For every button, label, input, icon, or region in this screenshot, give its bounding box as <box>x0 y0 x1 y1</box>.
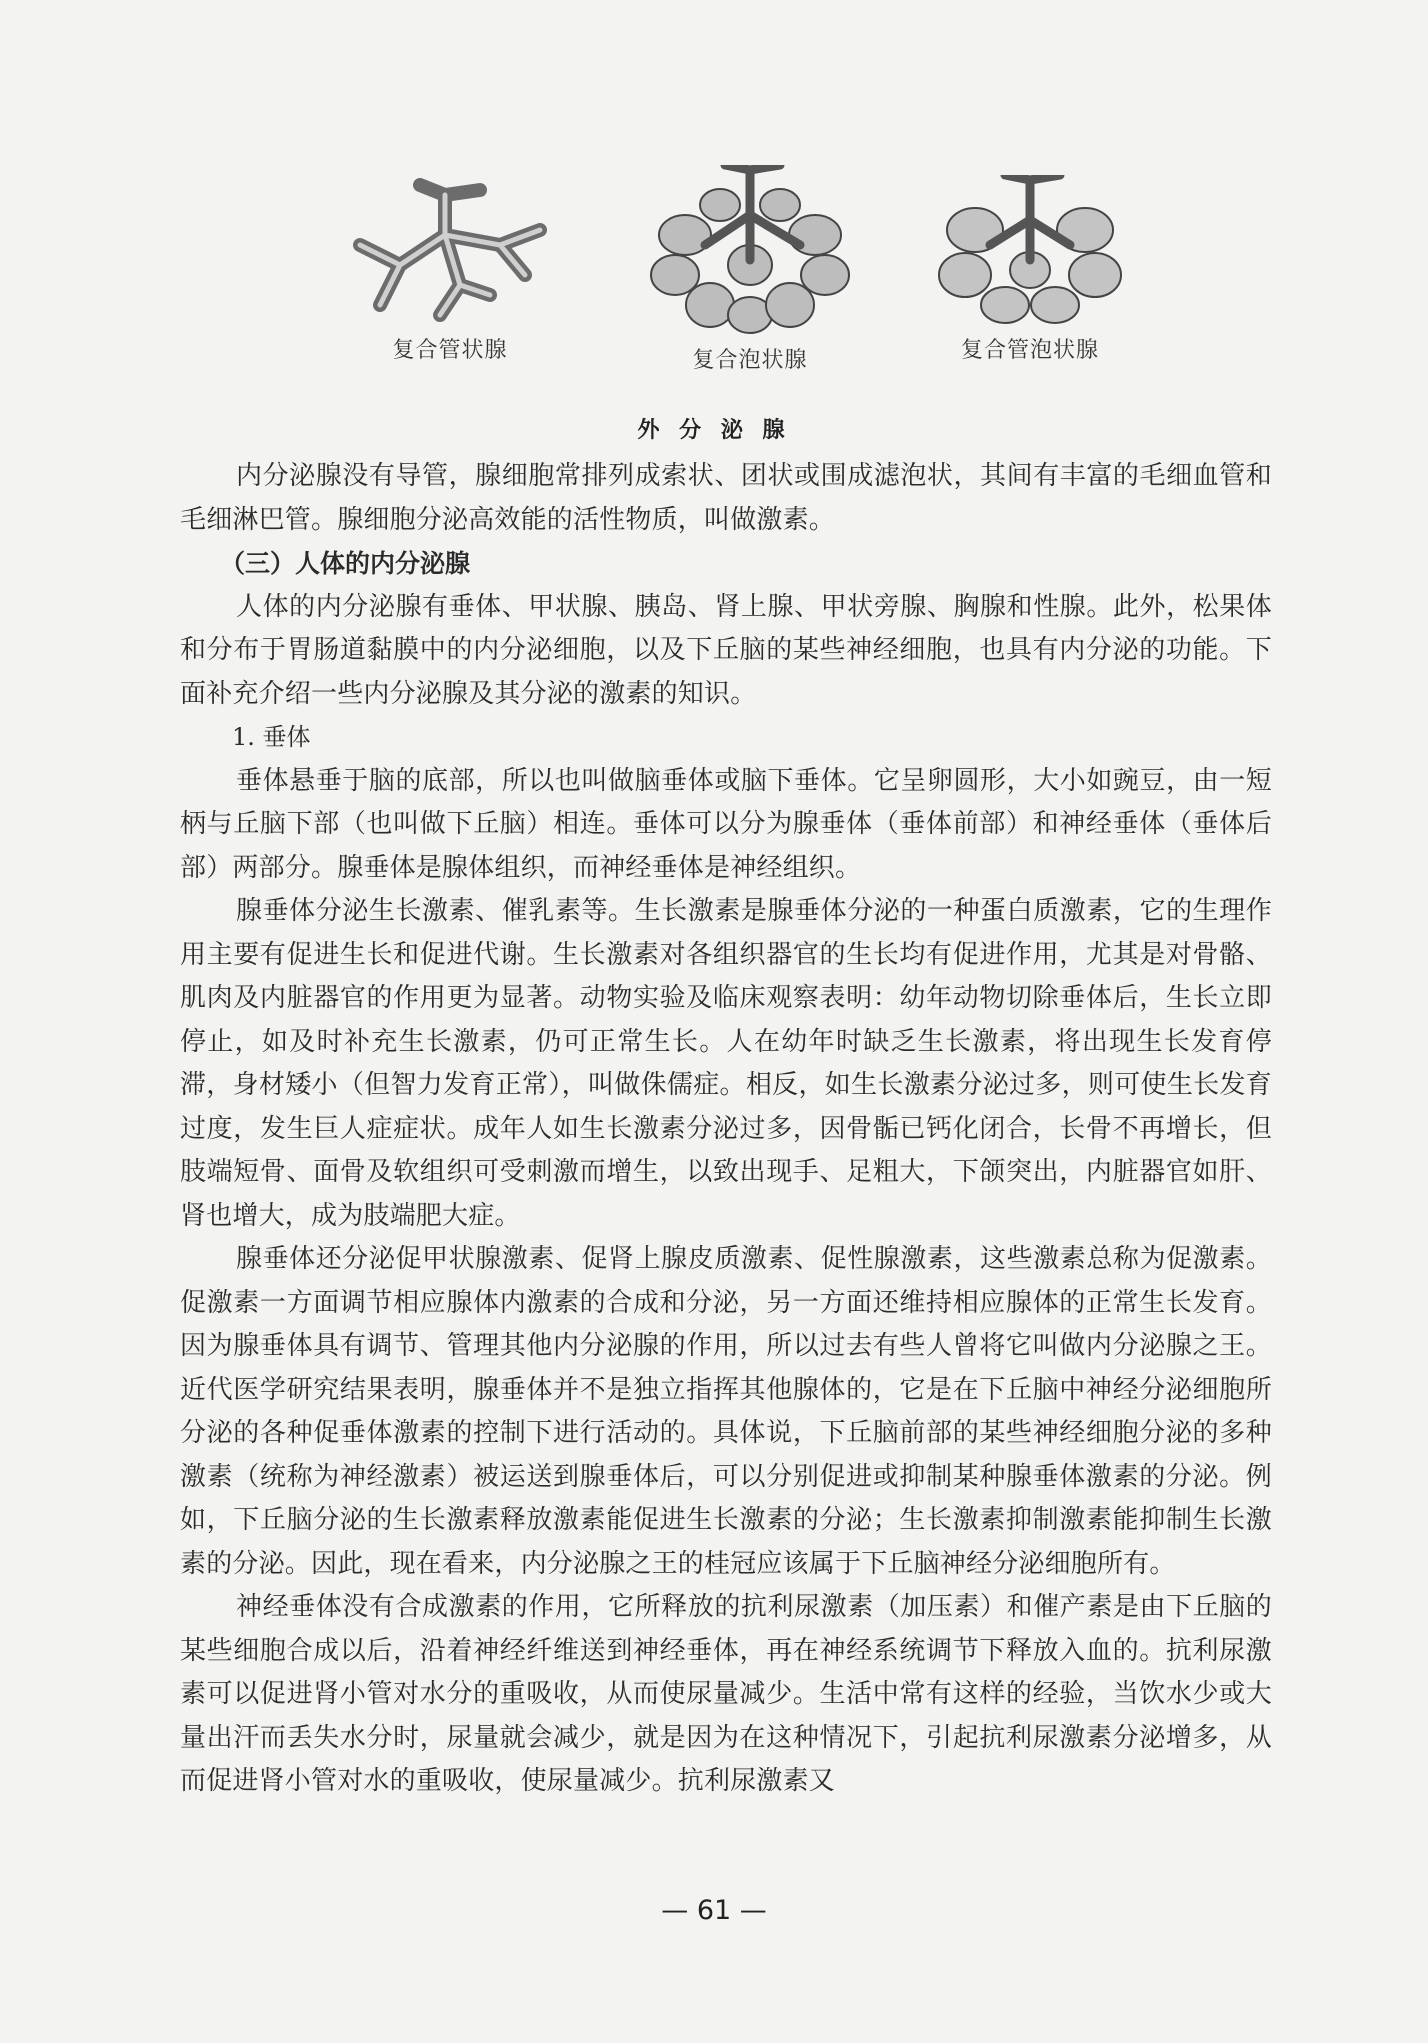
figure-alveolar-gland <box>630 165 870 374</box>
gland-figures <box>330 175 1150 415</box>
paragraph: 内分泌腺没有导管，腺细胞常排列成索状、团状或围成滤泡状，其间有丰富的毛细血管和毛细淋巴管。腺细胞分泌高效能的活性物质，叫做激素。 <box>180 461 1272 535</box>
figure-tubular-gland <box>330 175 570 364</box>
tubular-gland-icon <box>340 175 560 325</box>
section-heading: （三）人体的内分泌腺 <box>220 549 471 578</box>
tubuloalveolar-gland-icon <box>930 175 1130 325</box>
figure-caption: 复合管状腺 <box>392 338 508 363</box>
paragraph: 腺垂体分泌生长激素、催乳素等。生长激素是腺垂体分泌的一种蛋白质激素，它的生理作用主要有促进生长和促进代谢。生长激素对各组织器官的生长均有促进作用，尤其是对骨骼、肌肉及内脏器官的作用更为显著。动物实验及临床观察表明：幼年动物切除垂体后，生长立即停止，如及时补充生长激素，仍可正常生长。人在幼年时缺乏生长激素，将出现生长发育停滞，身材矮小（但智力发育正常），叫做侏儒症。相反，如生长激素分泌过多，则可使生长发育过度，发生巨人症症状。成年人如生长激素分泌过多，因骨骺已钙化闭合，长骨不再增长，但肢端短骨、面骨及软组织可受刺激而增生，以致出现手、足粗大，下颌突出，内脏器官如肝、肾也增大，成为肢端肥大症。 <box>180 896 1272 1231</box>
alveolar-gland-icon <box>635 165 865 335</box>
body-text <box>180 455 1272 1804</box>
paragraph: 人体的内分泌腺有垂体、甲状腺、胰岛、肾上腺、甲状旁腺、胸腺和性腺。此外，松果体和分布于胃肠道黏膜中的内分泌细胞，以及下丘脑的某些神经细胞，也具有内分泌的功能。下面补充介绍一些内分泌腺及其分泌的激素的知识。 <box>180 591 1272 709</box>
subsection-heading: 1. 垂体 <box>232 723 311 751</box>
page-number: — 61 — <box>661 1895 767 1926</box>
figure-tubuloalveolar-gland <box>910 175 1150 364</box>
figure-caption: 复合管泡状腺 <box>960 338 1099 363</box>
paragraph: 垂体悬垂于脑的底部，所以也叫做脑垂体或脑下垂体。它呈卵圆形，大小如豌豆，由一短柄与丘脑下部（也叫做下丘脑）相连。垂体可以分为腺垂体（垂体前部）和神经垂体（垂体后部）两部分。腺垂体是腺体组织，而神经垂体是神经组织。 <box>180 765 1272 883</box>
figure-title: 外 分 泌 腺 <box>637 418 791 443</box>
figure-caption: 复合泡状腺 <box>692 348 808 373</box>
paragraph: 腺垂体还分泌促甲状腺激素、促肾上腺皮质激素、促性腺激素，这些激素总称为促激素。促激素一方面调节相应腺体内激素的合成和分泌，另一方面还维持相应腺体的正常生长发育。因为腺垂体具有调节、管理其他内分泌腺的作用，所以过去有些人曾将它叫做内分泌腺之王。近代医学研究结果表明，腺垂体并不是独立指挥其他腺体的，它是在下丘脑中神经分泌细胞所分泌的各种促垂体激素的控制下进行活动的。具体说，下丘脑前部的某些神经细胞分泌的多种激素（统称为神经激素）被运送到腺垂体后，可以分别促进或抑制某种腺垂体激素的分泌。例如，下丘脑分泌的生长激素释放激素能促进生长激素的分泌；生长激素抑制激素能抑制生长激素的分泌。因此，现在看来，内分泌腺之王的桂冠应该属于下丘脑神经分泌细胞所有。 <box>180 1244 1272 1579</box>
paragraph: 神经垂体没有合成激素的作用，它所释放的抗利尿激素（加压素）和催产素是由下丘脑的某些细胞合成以后，沿着神经纤维送到神经垂体，再在神经系统调节下释放入血的。抗利尿激素可以促进肾小管对水分的重吸收，从而使尿量减少。生活中常有这样的经验，当饮水少或大量出汗而丢失水分时，尿量就会减少，就是因为在这种情况下，引起抗利尿激素分泌增多，从而促进肾小管对水的重吸收，使尿量减少。抗利尿激素又 <box>180 1592 1272 1796</box>
